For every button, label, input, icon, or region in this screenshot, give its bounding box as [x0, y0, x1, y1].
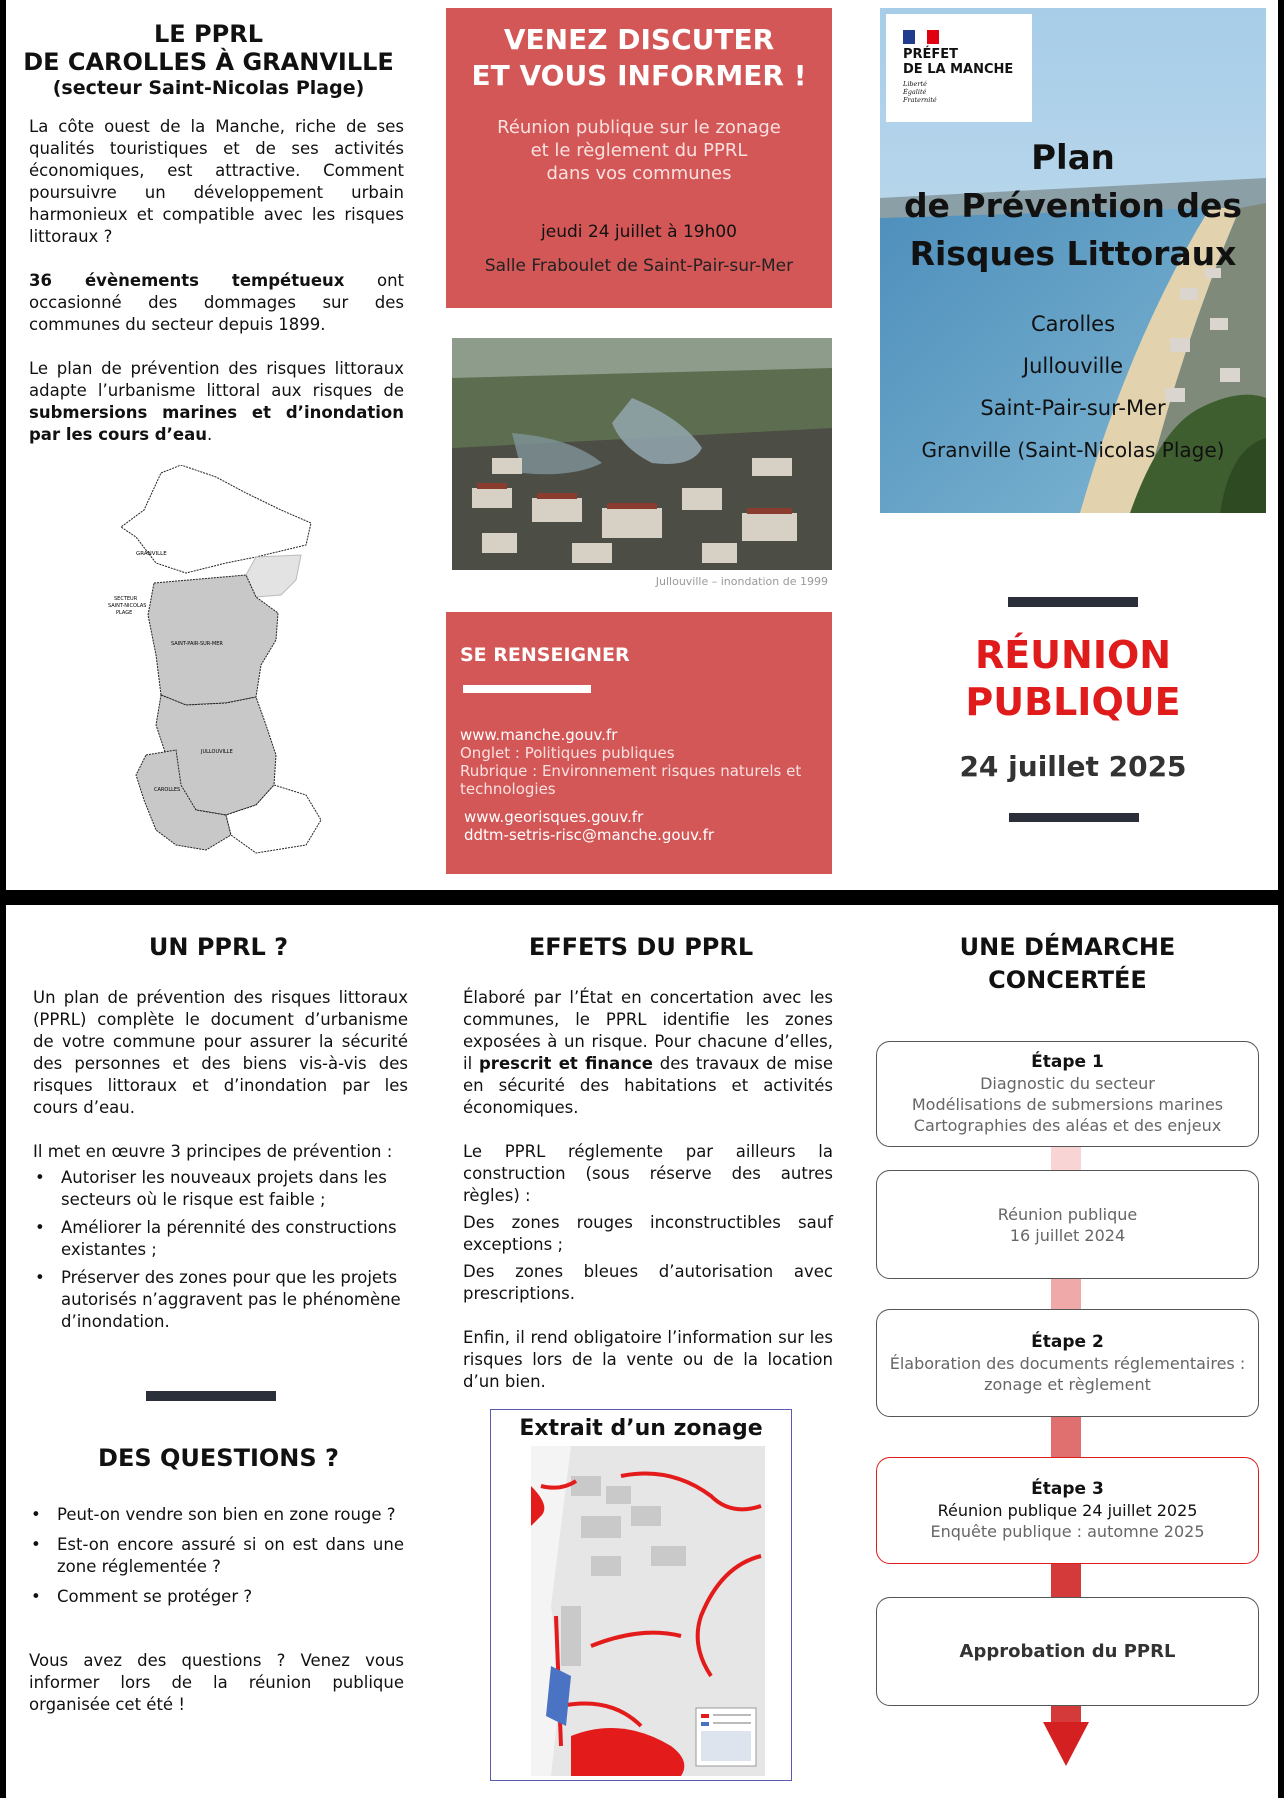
- republic-motto: [903, 80, 937, 104]
- intro-paragraph-3: [29, 358, 404, 446]
- saint-nicolas-area: [246, 555, 301, 597]
- cover-title-line-3: Risques Littoraux: [909, 234, 1237, 273]
- divider-bottom: [1009, 813, 1139, 822]
- events-count: 36 évènements tempétueux: [29, 271, 345, 290]
- timeline-connector: [1051, 1417, 1081, 1459]
- questions-title: DES QUESTIONS ?: [98, 1444, 339, 1472]
- blue-zones-text: Des zones bleues d’autorisation avec prescriptions.: [463, 1262, 833, 1303]
- meeting-2024-line-1: Réunion publique: [997, 1204, 1138, 1224]
- cover-title: [880, 134, 1266, 278]
- step-3-title: Étape 3: [1031, 1479, 1104, 1499]
- commune-saint-pair: Saint-Pair-sur-Mer: [980, 396, 1166, 420]
- link-section-text: Rubrique : Environnement risques naturels et technologies: [460, 762, 802, 798]
- title-line-3: (secteur Saint-Nicolas Plage): [52, 77, 365, 99]
- invitation-subtitle: [446, 116, 832, 185]
- step-2-title: Étape 2: [1031, 1331, 1104, 1352]
- step-3-line-2: Enquête publique : automne 2025: [930, 1522, 1205, 1541]
- step-1-title: Étape 1: [1031, 1052, 1104, 1072]
- aerial-photo-drawing: [452, 338, 832, 570]
- photo-caption: Jullouville – inondation de 1999: [655, 575, 828, 588]
- effets-paragraph-1: [463, 987, 833, 1119]
- cover-title-line-1: Plan: [1031, 138, 1115, 178]
- flood-aerial-photo: [452, 338, 832, 570]
- logo-line-2: DE LA MANCHE: [903, 62, 1014, 77]
- map-label-jullouville: JULLOUVILLE: [201, 749, 233, 755]
- risk-types: submersions marines et d’inondation par les cours d’eau: [29, 403, 404, 444]
- question-item: • Comment se protéger ?: [57, 1586, 404, 1608]
- meeting-invitation-panel: [446, 8, 832, 308]
- step-2-line-2: zonage et règlement: [984, 1374, 1151, 1394]
- questions-closing: Vous avez des questions ? Venez vous informer lors de la réunion publique organisée cet été !: [29, 1651, 404, 1714]
- demarche-title-line-2: CONCERTÉE: [988, 966, 1147, 994]
- principles-intro: Il met en œuvre 3 principes de prévention :: [33, 1142, 393, 1161]
- prescribe-finance: prescrit et finance: [479, 1054, 653, 1073]
- title-line-2: DE CAROLLES À GRANVILLE: [23, 48, 394, 76]
- public-meeting-label: [880, 632, 1266, 726]
- commune-jullouville: Jullouville: [1022, 354, 1124, 378]
- timeline-connector: [1051, 1563, 1081, 1599]
- logo-line-1: PRÉFET: [903, 47, 959, 62]
- effets-title: EFFETS DU PPRL: [528, 933, 754, 961]
- public-meeting-date: 24 juillet 2025: [959, 750, 1187, 783]
- subtitle-line-1: Réunion publique sur le zonage: [497, 117, 781, 138]
- questions-list: [29, 1504, 404, 1608]
- contact-email-link[interactable]: ddtm-setris-risc@manche.gouv.fr: [464, 826, 715, 844]
- approval-box: [876, 1597, 1259, 1706]
- step-1-line-3: Cartographies des aléas et des enjeux: [913, 1116, 1222, 1135]
- effets-paragraph-2: Le PPRL réglemente par ailleurs la construction (sous réserve des autres règles) :: [463, 1142, 833, 1205]
- zoning-map: [531, 1446, 765, 1776]
- tricolor-flag-icon: [903, 30, 939, 44]
- approval-label: Approbation du PPRL: [959, 1641, 1176, 1662]
- information-underline: [463, 685, 591, 693]
- map-label-plage: PLAGE: [116, 610, 133, 616]
- motto-liberte: Liberté: [903, 80, 927, 88]
- effets-text: [463, 987, 833, 1393]
- manche-gouv-link[interactable]: www.manche.gouv.fr: [460, 726, 618, 744]
- information-title: SE RENSEIGNER: [460, 644, 630, 666]
- zoning-extract-frame: [490, 1409, 792, 1781]
- headline-line-1: VENEZ DISCUTER: [503, 23, 775, 56]
- commune-carolles: Carolles: [1030, 312, 1116, 336]
- sector-map: [106, 465, 336, 855]
- commune-granville: Granville (Saint-Nicolas Plage): [921, 438, 1225, 462]
- georisques-link[interactable]: www.georisques.gouv.fr: [464, 808, 644, 826]
- questions-block: [29, 1504, 404, 1716]
- subtitle-line-3: dans vos communes: [546, 163, 732, 184]
- step-1-line-1: Diagnostic du secteur: [980, 1074, 1155, 1093]
- effets-paragraph-5: Enfin, il rend obligatoire l’information sur les risques lors de la vente ou de la location d’un bien.: [463, 1328, 833, 1391]
- timeline-connector: [1051, 1146, 1081, 1171]
- headline-line-2: ET VOUS INFORMER !: [471, 59, 807, 92]
- motto-egalite: Égalité: [903, 88, 927, 96]
- questions-divider: [146, 1391, 276, 1401]
- effets-paragraph-1-start: Élaboré par l’État en concertation avec les communes, le PPRL identifie les zones exposées à un risque. Pour chacune d’elles, il: [463, 988, 833, 1073]
- intro-paragraph-2-rest: ont occasionné des dommages sur des communes du secteur depuis 1899.: [29, 271, 404, 334]
- question-item: • Est-on encore assuré si on est dans une zone réglementée ?: [57, 1534, 404, 1578]
- pprl-definition: Un plan de prévention des risques littoraux (PPRL) complète le document d’urbanisme de votre commune pour assurer la sécurité des personnes et des biens vis-à-vis des risques littoraux et d’inondation par les cours d’eau.: [33, 988, 408, 1117]
- effets-paragraph-1-end: des travaux de mise en sécurité des habitations et activités économiques.: [463, 1054, 833, 1117]
- down-arrow-icon: [1043, 1722, 1089, 1766]
- meeting-2024-box: [876, 1170, 1259, 1279]
- intro-paragraph-2: [29, 270, 404, 336]
- intro-paragraph-1: La côte ouest de la Manche, riche de ses qualités touristiques et de ses activités économiques, est attractive. Comment poursuivre un développement urbain harmonieux et compatible avec les risques littoraux ?: [29, 117, 404, 246]
- event-line-1: RÉUNION: [974, 633, 1172, 677]
- map-label-granville: GRANVILLE: [136, 551, 167, 557]
- subtitle-line-2: et le règlement du PPRL: [530, 140, 748, 161]
- invitation-headline: [446, 22, 832, 94]
- step-1-line-2: Modélisations de submersions marines: [911, 1095, 1224, 1114]
- demarche-title: [876, 931, 1259, 997]
- principle-item: • Améliorer la pérennité des constructions existantes ;: [61, 1217, 408, 1261]
- question-item: • Peut-on vendre son bien en zone rouge ?: [57, 1504, 404, 1526]
- meeting-date: jeudi 24 juillet à 19h00: [541, 222, 737, 242]
- principles-list: [33, 1167, 408, 1333]
- step-2-box: [876, 1309, 1259, 1417]
- event-line-2: PUBLIQUE: [965, 680, 1181, 724]
- red-zones-text: Des zones rouges inconstructibles sauf exceptions ;: [463, 1213, 833, 1254]
- timeline-connector: [1051, 1706, 1081, 1722]
- meeting-place: Salle Fraboulet de Saint-Pair-sur-Mer: [484, 256, 794, 276]
- principle-item: • Autoriser les nouveaux projets dans les secteurs où le risque est faible ;: [61, 1167, 408, 1211]
- cover-title-line-2: de Prévention des: [903, 186, 1243, 225]
- information-panel: [446, 612, 832, 874]
- title-line-1: LE PPRL: [154, 20, 263, 48]
- step-3-box: [876, 1457, 1259, 1564]
- prefet-name: [903, 47, 1013, 77]
- map-label-saint-nicolas: SAINT-NICOLAS: [108, 603, 147, 609]
- map-label-carolles: CAROLLES: [154, 787, 181, 793]
- un-pprl-text: [33, 987, 408, 1339]
- communes-list: [880, 303, 1266, 471]
- link-tab-text: Onglet : Politiques publiques: [460, 744, 675, 762]
- principle-item: • Préserver des zones pour que les projets autorisés n’aggravent pas le phénomène d’inondation.: [61, 1267, 408, 1333]
- information-links: [460, 726, 820, 844]
- map-label-secteur: SECTEUR: [114, 596, 138, 602]
- step-1-box: [876, 1041, 1259, 1147]
- map-label-saint-pair: SAINT-PAIR-SUR-MER: [171, 641, 223, 647]
- intro-paragraph-3-end: .: [206, 425, 213, 444]
- motto-fraternite: Fraternité: [903, 96, 937, 104]
- intro-text: [29, 116, 404, 446]
- brochure-inner-sheet: [6, 905, 1278, 1798]
- un-pprl-title: UN PPRL ?: [148, 933, 289, 961]
- zoning-extract-title: Extrait d’un zonage: [519, 1416, 763, 1441]
- prefet-logo: [886, 14, 1032, 122]
- pprl-sector-title: [21, 20, 396, 100]
- step-2-line-1: Élaboration des documents réglementaires :: [889, 1353, 1246, 1373]
- timeline-connector: [1051, 1279, 1081, 1309]
- step-3-line-1: Réunion publique 24 juillet 2025: [937, 1501, 1198, 1520]
- brochure-outer-sheet: [6, 0, 1278, 890]
- meeting-2024-line-2: 16 juillet 2024: [1009, 1225, 1126, 1245]
- divider-top: [1008, 597, 1138, 607]
- demarche-title-line-1: UNE DÉMARCHE: [959, 933, 1176, 961]
- intro-paragraph-3-start: Le plan de prévention des risques littoraux adapte l’urbanisme littoral aux risques de: [29, 359, 404, 400]
